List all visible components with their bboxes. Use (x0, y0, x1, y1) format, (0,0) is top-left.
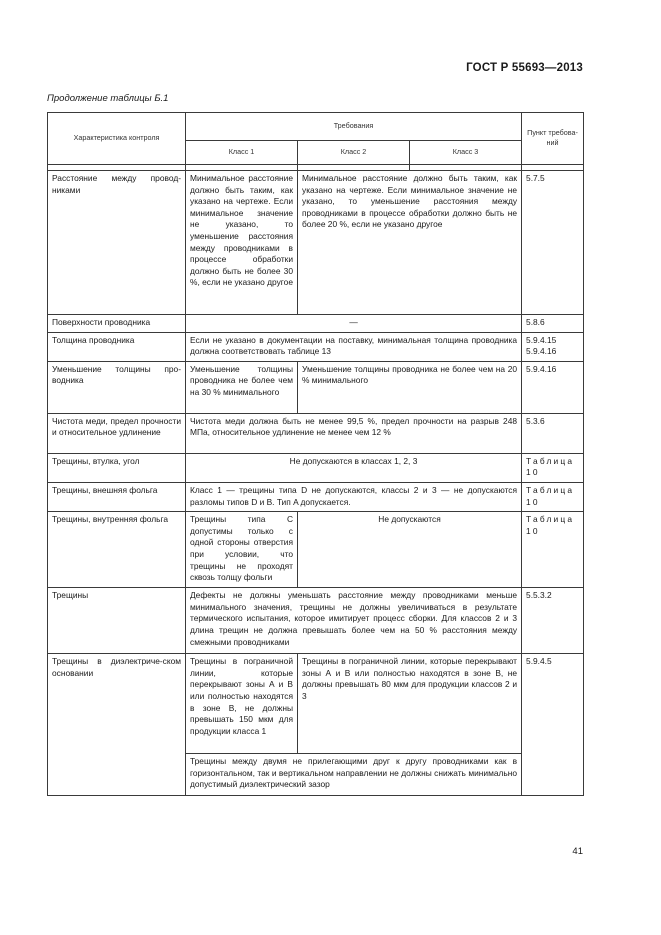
header-class2: Класс 2 (298, 141, 410, 165)
row-class23-value: Уменьшение толщины проводника не более чем на 20 % минимального (298, 361, 522, 413)
table-row (48, 512, 584, 588)
row-all-classes-value: Трещины между двумя не прилегающими друг к другу проводниками как в горизонтальном, так и вертикальном направлении не должны снижать минимально допустимый диэлектрический зазор (186, 754, 522, 796)
row-all-classes-value: Класс 1 — трещины типа D не допускаются, классы 2 и 3 — не допускаются разломы типов D и B. Тип A допускается. (186, 482, 522, 511)
header-clause: Пункт требова-ний (522, 113, 584, 165)
table-row (48, 315, 584, 333)
header-class1: Класс 1 (186, 141, 298, 165)
row-class1-value: Минимальное расстояние должно быть таким, как указано на чертеже. Если минимальное значение не указано, то уменьшение расстояния между проводниками в процессе обработки должно быть не более 30 %, если не указано другое (186, 171, 298, 315)
row-clause: 5.7.5 (522, 171, 584, 315)
row-class23-value: Минимальное расстояние должно быть таким, как указано на чертеже. Если минимальное значение не указано, то уменьшение расстояния между проводниками в процессе обработки должно быть не более 20 %, если не указано другое (298, 171, 522, 315)
row-all-classes-value: Не допускаются в классах 1, 2, 3 (186, 453, 522, 482)
row-class1-value: Трещины в пограничной линии, которые перекрывают зоны А и В или полностью находятся в зоне В, не должны превышать 150 мкм для продукции класса 1 (186, 654, 298, 754)
table-header-row (48, 113, 584, 141)
row-name: Чистота меди, предел прочности и относительное удлинение (48, 413, 186, 453)
header-requirements: Требования (186, 113, 522, 141)
row-clause: 5.3.6 (522, 413, 584, 453)
row-class1-value: Уменьшение толщины проводника не более чем на 30 % минимального (186, 361, 298, 413)
table-row (48, 361, 584, 413)
table-continuation-caption: Продолжение таблицы Б.1 (47, 93, 169, 104)
row-class23-value: Трещины в пограничной линии, которые перекрывают зоны А и В или полностью находятся в зоне В, не должны превышать 80 мкм для продукции классов 2 и 3 (298, 654, 522, 754)
row-all-classes-value: Дефекты не должны уменьшать расстояние между проводниками меньше минимального значения, трещины не должны увеличиваться в результате термического испытания, которое имитирует процесс сборки. Для классов 2 и 3 длина трещин не должна превышать более чем на 50 % расстояния между смежными проводниками (186, 588, 522, 654)
row-clause: 5.8.6 (522, 315, 584, 333)
standard-code: ГОСТ Р 55693—2013 (466, 62, 583, 74)
table-row (48, 654, 584, 754)
header-characteristic: Характеристика контроля (48, 113, 186, 165)
row-name: Расстояние между провод-никами (48, 171, 186, 315)
table-row (48, 171, 584, 315)
row-all-classes-value: Если не указано в документации на поставку, минимальная толщина проводника должна соответствовать таблице 13 (186, 332, 522, 361)
row-all-classes-value: — (186, 315, 522, 333)
row-name: Трещины, внутренняя фольга (48, 512, 186, 588)
table-row (48, 588, 584, 654)
row-name: Трещины (48, 588, 186, 654)
row-name: Трещины в диэлектриче-ском основании (48, 654, 186, 796)
row-name: Толщина проводника (48, 332, 186, 361)
table-row (48, 332, 584, 361)
row-class23-value: Не допускаются (298, 512, 522, 588)
row-clause: Таблица 10 (522, 512, 584, 588)
row-name: Поверхности проводника (48, 315, 186, 333)
row-all-classes-value: Чистота меди должна быть не менее 99,5 %, предел прочности на разрыв 248 МПа, относительное удлинение не менее чем 12 % (186, 413, 522, 453)
row-clause: Таблица 10 (522, 482, 584, 511)
row-name: Трещины, втулка, угол (48, 453, 186, 482)
page-number: 41 (572, 846, 583, 857)
table-row (48, 413, 584, 453)
row-clause: 5.5.3.2 (522, 588, 584, 654)
table-row (48, 453, 584, 482)
row-clause: Таблица 10 (522, 453, 584, 482)
row-class1-value: Трещины типа С допустимы только с одной стороны отверстия при условии, что трещины не проходят сквозь толщу фольги (186, 512, 298, 588)
table-row (48, 482, 584, 511)
row-name: Уменьшение толщины про-водника (48, 361, 186, 413)
requirements-table (47, 112, 584, 796)
row-name: Трещины, внешняя фольга (48, 482, 186, 511)
row-clause: 5.9.4.16 (522, 361, 584, 413)
row-clause: 5.9.4.15 5.9.4.16 (522, 332, 584, 361)
row-clause: 5.9.4.5 (522, 654, 584, 796)
header-class3: Класс 3 (410, 141, 522, 165)
